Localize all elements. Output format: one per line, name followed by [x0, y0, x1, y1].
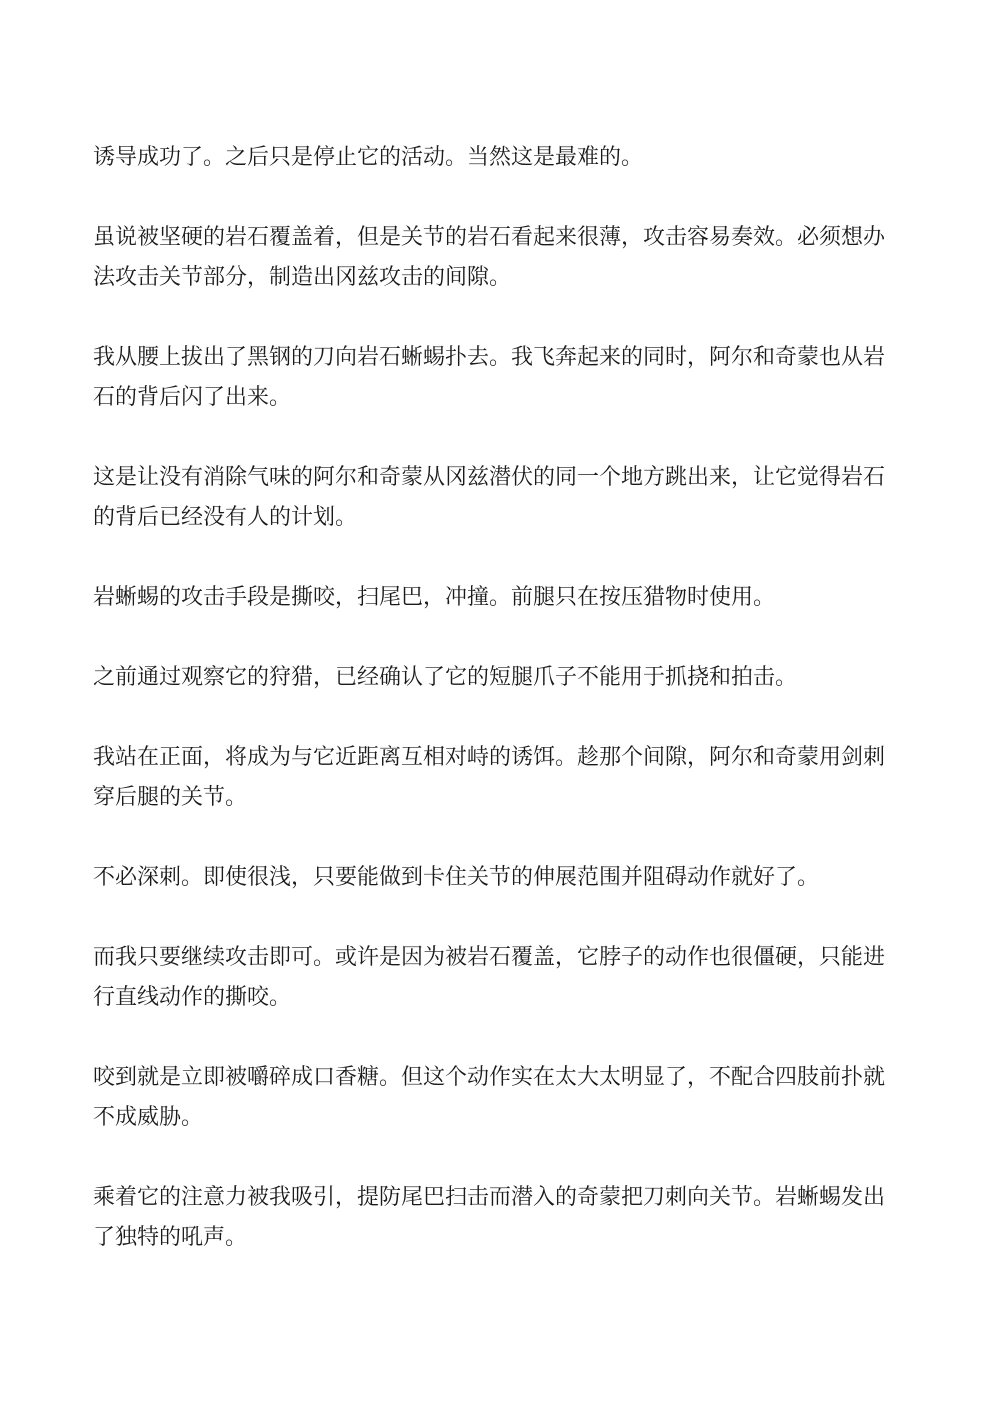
paragraph-3: 我从腰上拔出了黑钢的刀向岩石蜥蜴扑去。我飞奔起来的同时，阿尔和奇蒙也从岩石的背后闪了出来。 [93, 345, 886, 410]
paragraph-7: 我站在正面，将成为与它近距离互相对峙的诱饵。趁那个间隙，阿尔和奇蒙用剑刺穿后腿的关节。 [93, 745, 886, 810]
paragraph-11: 乘着它的注意力被我吸引，提防尾巴扫击而潜入的奇蒙把刀刺向关节。岩蜥蜴发出了独特的吼声。 [93, 1185, 886, 1250]
paragraph-2: 虽说被坚硬的岩石覆盖着，但是关节的岩石看起来很薄，攻击容易奏效。必须想办法攻击关节部分，制造出冈兹攻击的间隙。 [93, 225, 886, 290]
paragraph-9: 而我只要继续攻击即可。或许是因为被岩石覆盖，它脖子的动作也很僵硬，只能进行直线动作的撕咬。 [93, 945, 886, 1010]
paragraph-10: 咬到就是立即被嚼碎成口香糖。但这个动作实在太大太明显了，不配合四肢前扑就不成威胁。 [93, 1065, 886, 1130]
paragraph-8: 不必深刺。即使很浅，只要能做到卡住关节的伸展范围并阻碍动作就好了。 [93, 865, 820, 890]
paragraph-1: 诱导成功了。之后只是停止它的活动。当然这是最难的。 [93, 145, 644, 170]
paragraph-5: 岩蜥蜴的攻击手段是撕咬，扫尾巴，冲撞。前腿只在按压猎物时使用。 [93, 585, 776, 610]
paragraph-6: 之前通过观察它的狩猎，已经确认了它的短腿爪子不能用于抓挠和拍击。 [93, 665, 798, 690]
document-page [93, 138, 905, 1258]
paragraph-4: 这是让没有消除气味的阿尔和奇蒙从冈兹潜伏的同一个地方跳出来，让它觉得岩石的背后已经没有人的计划。 [93, 465, 886, 530]
